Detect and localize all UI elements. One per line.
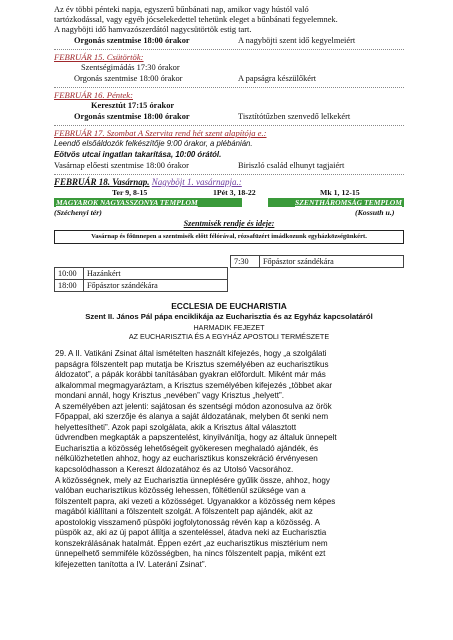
article-line: konszekrálásának hatalmát. Éppen ezért „az eucharisztikus misztérium nem (55, 538, 328, 548)
feb15-date: FEBRUÁR 15. Csütörtök: (54, 52, 144, 62)
reading-2: 1Pét 3, 18-22 (213, 188, 256, 197)
article-line: kapcsolódhasson a Kereszt áldozatához és az Utolsó Vacsorához. (55, 465, 294, 475)
article-line: Eucharisztia a közösség lehetőségeit gyökeresen meghaladó ajándék, és (55, 443, 319, 453)
article-line: A személyében azt jelenti: sajátosan és szentségi módon azonosulva az örök (55, 401, 332, 411)
feb18-heading (54, 177, 242, 187)
article-line: mondani annál, hogy Krisztus „nevében” vagy Krisztus „helyett”. (55, 391, 284, 401)
article-line: fölszentelt papra, aki vezeti a közösséget. Ugyanakkor a közösség nem képes (55, 496, 336, 506)
mass-intention: Főpásztor szándékára (84, 280, 228, 292)
feb15-row2-note: A papságra készülőkért (238, 74, 317, 83)
article-subtitle: Szent II. János Pál pápa enciklikája az Eucharisztia és az Egyház kapcsolatáról (85, 312, 373, 321)
article-line: kifejezetten tanította a IV. Laterání Zsinat”. (55, 559, 207, 569)
feb17-row-label: Vasárnap előesti szentmise 18:00 órakor (54, 161, 189, 170)
church-left-place: (Széchenyi tér) (54, 208, 102, 217)
mass-time: 7:30 (231, 256, 260, 268)
chapter-number: HARMADIK FEJEZET (193, 323, 265, 332)
article-body (55, 349, 404, 570)
feb18-season: Nagyböjt 1. vasárnapja.: (151, 177, 242, 187)
article-line: 29. A II. Vatikáni Zsinat által ismételten használt kifejezés, hogy „a szolgálati (55, 349, 327, 358)
divider (54, 174, 404, 175)
article-line: ünnepelhető semmiféle közösségben, ha nincs fölszentelt papja, miként ezt (55, 549, 326, 559)
article-line: magából kiállítani a fölszentelt szolgát. A fölszentelt pap ajándék, akit az (55, 507, 313, 517)
reading-1: Ter 9, 8-15 (112, 188, 148, 197)
article-line: áldozatot”, a pápák korábbi tanításában gyakran előfordult. Miként már más (55, 370, 326, 380)
feb15-row2-label: Orgonás szentmise 18:00 órakor (74, 74, 183, 83)
rosary-notice: Vasárnap és főünnepen a szentmisék előtt félórával, rózsafüzért imádkozunk egyházközségünkért. (54, 230, 404, 244)
article-title: ECCLESIA DE EUCHARISTIA (171, 301, 287, 311)
church-left-name: MAGYAROK NAGYASSZONYA TEMPLOM (54, 198, 242, 207)
article-line: valóban eucharisztikus közösség lehessen, föltétlenül szüksége van a (55, 486, 306, 496)
church-right-place: (Kossuth u.) (355, 208, 395, 217)
table-row (55, 280, 228, 292)
table-row (55, 268, 228, 280)
article-line: apostolokig visszamenő püspöki jogfolytonosság révén kap a közösség. A (55, 517, 321, 527)
feb17-line2: Eötvös utcai ingatlan takarítása, 10:00 órától. (54, 150, 222, 159)
article-line: püspök az, aki az új papot állítja a szenteléssel, átadva neki az Eucharisztia (55, 528, 327, 538)
feb16-row2-label: Orgonás szentmise 18:00 órakor (74, 112, 190, 121)
mass-time: 18:00 (55, 280, 84, 292)
mass-time: 10:00 (55, 268, 84, 280)
feb15-row1-label: Szentségimádás 17:30 órakor (81, 63, 180, 72)
reading-3: Mk 1, 12-15 (320, 188, 360, 197)
feb17-line1: Leendő elsőáldozók felkészítője 9:00 órakor, a plébánián. (54, 139, 253, 148)
article-line: A közösségnek, mely az Eucharisztia ünneplésére gyűlik össze, ahhoz, hogy (55, 475, 330, 485)
mass-intention: Főpásztor szándékára (260, 256, 404, 268)
article-line: nélkülözhetetlen ahhoz, hogy az eucharisztikus konszekráció érvényesen (55, 454, 318, 464)
intro-line-3: A nagyböjti idő hamvazószerdától nagycsütörtök estig tart. (54, 25, 252, 34)
table-row (231, 256, 404, 268)
divider (54, 125, 404, 126)
article-line: üdvrendben megkapták a papszentelést, kinyilvánítja, hogy az általuk ünnepelt (55, 433, 337, 443)
feb16-date: FEBRUÁR 16. Péntek: (54, 90, 133, 100)
feb16-row2-note: Tisztítótűzben szenvedő lelkekért (238, 112, 351, 121)
intro-line-1: Az év többi pénteki napja, egyszerű bűnbánati nap, amikor vagy hústól való (54, 5, 309, 14)
feb18-date: FEBRUÁR 18. Vasárnap. (54, 177, 150, 187)
article-line: Főpappal, aki szerzője és alanya a saját áldozatának, melyben őt senki nem (55, 412, 329, 422)
left-church-schedule (54, 267, 228, 292)
mass-order-title: Szentmisék rendje és ideje: (183, 219, 275, 228)
intro-line-2: tartózkodással, vagy egyéb jócselekedettel tehetünk eleget a bűnbánati fegyelemnek. (54, 15, 338, 24)
feb17-row-note: Biriszló család elhunyt tagjaiért (238, 161, 345, 170)
divider (54, 87, 404, 88)
intro-mass-label: Orgonás szentmise 18:00 órakor (74, 36, 190, 45)
mass-intention: Hazánkért (84, 268, 228, 280)
church-right-name: SZENTHÁROMSÁG TEMPLOM (268, 198, 404, 207)
intro-mass-note: A nagyböjti szent idő kegyelmeiért (238, 36, 356, 45)
feb17-date: FEBRUÁR 17. Szombat A Szervita rend hét szent alapítója e.: (54, 128, 267, 138)
divider (54, 49, 404, 50)
article-line: papságra fölszentelt pap mutatja be Krisztus személyében az eucharisztikus (55, 359, 329, 369)
feb16-row1-label: Keresztút 17:15 órakor (91, 101, 175, 110)
right-church-schedule (230, 255, 404, 268)
article-line: helyettesítheti”. Azok papi szolgálata, akik a Krisztus által választott (55, 422, 297, 432)
chapter-title: AZ EUCHARISZTIA ÉS A EGYHÁZ APOSTOLI TERMÉSZETE (128, 332, 330, 341)
article-line: alkalommal megmagyaráztam, a Krisztus személyében kifejezés „többet akar (55, 380, 333, 390)
